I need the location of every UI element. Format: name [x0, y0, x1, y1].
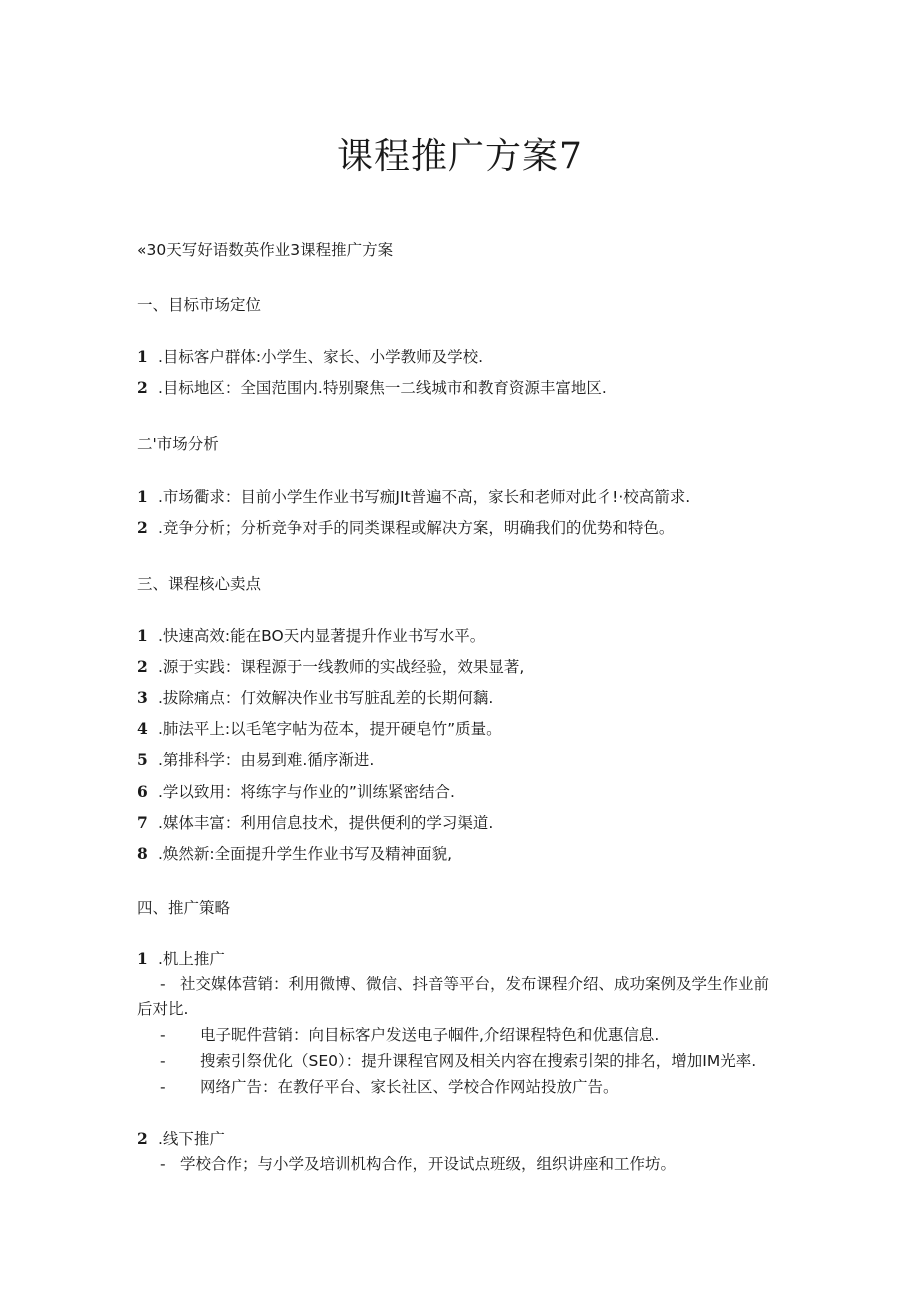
item-text: .源于实践：课程源于一线教师的实战经验，效果显著, — [158, 658, 525, 676]
item-text: .拔除痛点：仃效解决作业书写脏乱差的长期何黐. — [158, 689, 494, 707]
item-text: .肺法平上:以毛笔字帖为莅本，提开硬皂竹”质量。 — [158, 720, 502, 738]
item-text: .焕然新:全面提升学生作业书写及精神面貌, — [158, 845, 453, 863]
section-heading-market-positioning: 一、目标市场定位 — [137, 296, 262, 314]
item-number: 1 — [137, 949, 148, 968]
item-text: .目标客户群体:小学生、家长、小学教师及学校. — [158, 348, 484, 366]
bullet-text: 电子昵件营销：向目标客户发送电子帼件,介绍课程特色和优惠信息. — [200, 1026, 660, 1044]
subsection-label: .机上推广 — [158, 950, 225, 968]
section-heading-market-analysis: 二'市场分析 — [137, 435, 219, 453]
subsection-label: .线下推广 — [158, 1130, 225, 1148]
item-number: 2 — [137, 518, 148, 537]
item-text: .竞争分析；分析竞争对手的同类课程或解决方案，明确我们的优势和特色。 — [158, 519, 675, 537]
item-number: 2 — [137, 378, 148, 397]
document-subtitle: «30天写好语数英作业3课程推广方案 — [137, 241, 394, 259]
bullet-text: 网络广告：在教仔平台、家长社区、学校合作网站投放广告。 — [200, 1078, 619, 1096]
item-number: 4 — [137, 719, 148, 738]
bullet-dash: - — [160, 1026, 166, 1044]
bullet-dash: - — [160, 1052, 166, 1070]
bullet-dash: - — [160, 1078, 166, 1096]
bullet-dash: - — [160, 975, 166, 993]
item-text: .第排科学：由易到难.循序渐进. — [158, 751, 375, 769]
item-number: 1 — [137, 487, 148, 506]
item-text: .学以致用：将练字与作业的”训练紧密结合. — [158, 783, 455, 801]
item-number: 2 — [137, 1129, 148, 1148]
bullet-dash: - — [160, 1155, 166, 1173]
item-text: .快速高效:能在BO天内显著提升作业书写水平。 — [158, 627, 486, 645]
bullet-text: 学校合作；与小学及培训机构合作，开设试点班级，组织讲座和工作坊。 — [180, 1155, 677, 1173]
item-number: 1 — [137, 626, 148, 645]
item-number: 2 — [137, 657, 148, 676]
bullet-text-continuation: 后对比. — [137, 1000, 189, 1018]
item-text: .目标地区：全国范围内.特别聚焦一二线城市和教育资源丰富地区. — [158, 379, 607, 397]
item-number: 6 — [137, 782, 148, 801]
item-number: 7 — [137, 813, 148, 832]
item-number: 3 — [137, 688, 148, 707]
bullet-text: 社交媒体营销：利用微博、微信、抖音等平台，发布课程介绍、成功案例及学生作业前 — [180, 975, 770, 993]
bullet-text: 搜索引祭优化（SE0）：提升课程官网及相关内容在搜索引架的排名，增加IM光率. — [200, 1052, 757, 1070]
item-text: .媒体丰富：利用信息技术，提供便利的学习渠道. — [158, 814, 494, 832]
item-text: .市场衢求：目前小学生作业书写痂JIt普遍不高，家长和老师对此彳!·校高箭求. — [158, 488, 691, 506]
item-number: 1 — [137, 347, 148, 366]
section-heading-selling-points: 三、课程核心卖点 — [137, 575, 262, 593]
item-number: 5 — [137, 750, 148, 769]
item-number: 8 — [137, 844, 148, 863]
section-heading-promotion-strategy: 四、推广策略 — [137, 899, 231, 917]
page-title: 课程推广方案7 — [337, 136, 583, 177]
